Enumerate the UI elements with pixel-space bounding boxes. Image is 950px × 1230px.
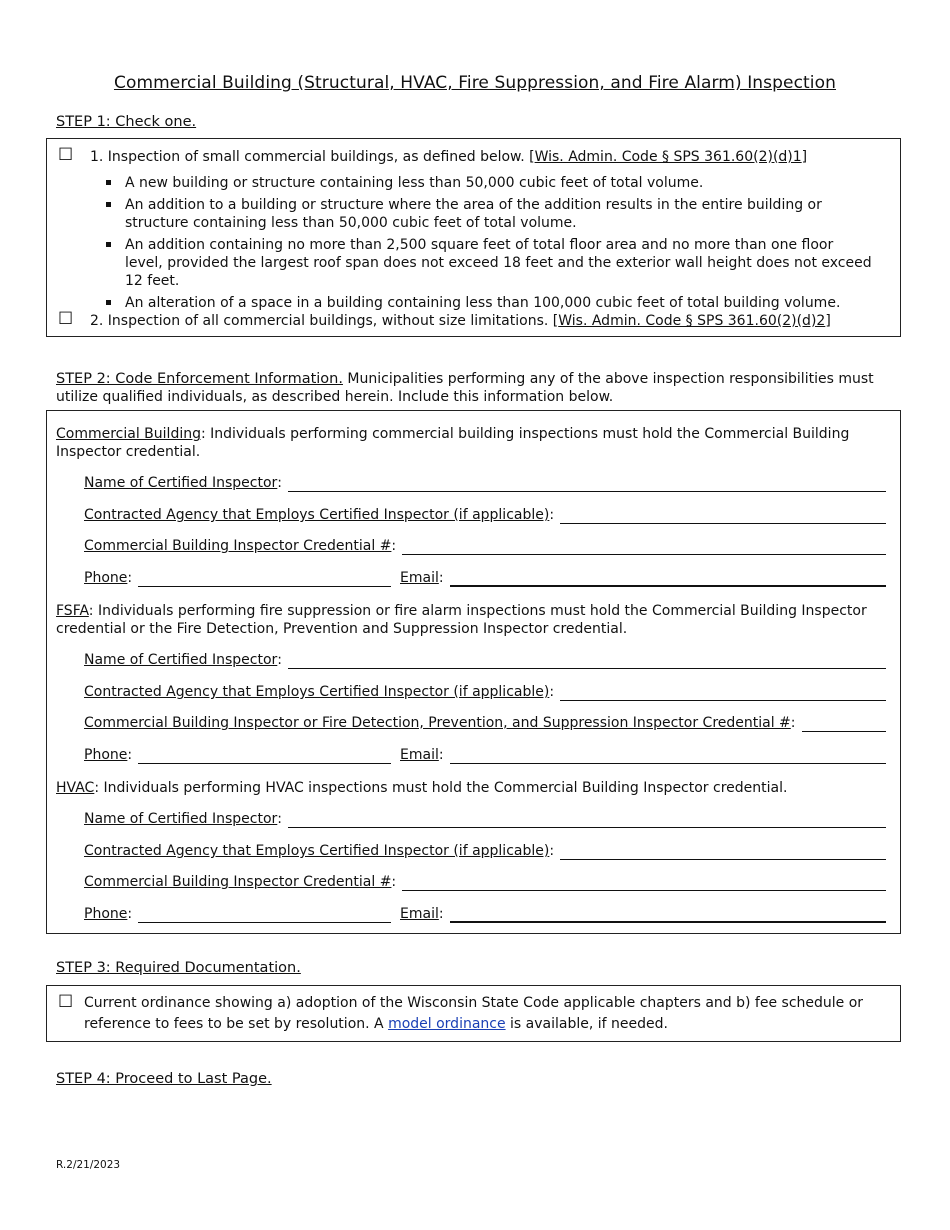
- step3-heading: STEP 3: Required Documentation.: [56, 960, 301, 976]
- fsfa-section-title: FSFA: Individuals performing fire suppression or fire alarm inspections must hold the Commercial Building Inspector credential or the Fire Detection, Prevention and Suppression Inspector credential.: [56, 603, 867, 637]
- revision-date: R.2/21/2023: [56, 1159, 121, 1171]
- fsfa-email-field[interactable]: Email :: [400, 746, 886, 764]
- fsfa-phone-field[interactable]: Phone :: [84, 746, 391, 764]
- option1-text: 1. Inspection of small commercial buildings, as defined below. [Wis. Admin. Code § SPS 361.60(2)(d)1]: [90, 149, 808, 165]
- list-item: An addition containing no more than 2,500 square feet of total floor area and no more than one floor level, provided the largest roof span does not exceed 18 feet and the exterior wall height does not exceed 12 feet.: [104, 236, 874, 290]
- list-item: An addition to a building or structure where the area of the addition results in the entire building or structure containing less than 50,000 cubic feet of total volume.: [104, 196, 874, 232]
- commercial-section-title: Commercial Building: Individuals performing commercial building inspections must hold the Commercial Building Inspector credential.: [56, 426, 850, 460]
- hvac-credential-field[interactable]: Commercial Building Inspector Credential # :: [84, 873, 886, 891]
- hvac-name-field[interactable]: Name of Certified Inspector :: [84, 810, 886, 828]
- commercial-email-field[interactable]: Email :: [400, 569, 886, 587]
- hvac-email-field[interactable]: Email :: [400, 905, 886, 923]
- option1-code-ref[interactable]: Wis. Admin. Code § SPS 361.60(2)(d)1: [534, 149, 802, 165]
- step2-heading: STEP 2: Code Enforcement Information.: [56, 371, 343, 387]
- commercial-agency-field[interactable]: Contracted Agency that Employs Certified Inspector (if applicable) :: [84, 506, 886, 524]
- commercial-name-field[interactable]: Name of Certified Inspector :: [84, 474, 886, 492]
- step2-intro: STEP 2: Code Enforcement Information. Municipalities performing any of the above inspection responsibilities must utilize qualified individuals, as described herein. Include this information below.: [56, 371, 874, 405]
- option2-text: 2. Inspection of all commercial buildings, without size limitations. [Wis. Admin. Code § SPS 361.60(2)(d)2]: [90, 313, 831, 329]
- list-item: An alteration of a space in a building containing less than 100,000 cubic feet of total building volume.: [104, 294, 874, 312]
- commercial-credential-field[interactable]: Commercial Building Inspector Credential # :: [84, 537, 886, 555]
- hvac-agency-field[interactable]: Contracted Agency that Employs Certified Inspector (if applicable) :: [84, 842, 886, 860]
- bullet-icon: [106, 242, 111, 247]
- ordinance-text: Current ordinance showing a) adoption of the Wisconsin State Code applicable chapters and b) fee schedule or reference to fees to be set by resolution. A model ordinance is available, if needed.: [84, 995, 864, 1032]
- fsfa-name-field[interactable]: Name of Certified Inspector :: [84, 651, 886, 669]
- option1-checkbox[interactable]: ☐: [58, 145, 74, 165]
- option2-code-ref[interactable]: Wis. Admin. Code § SPS 361.60(2)(d)2: [558, 313, 826, 329]
- list-item: A new building or structure containing less than 50,000 cubic feet of total volume.: [104, 174, 874, 192]
- bullet-icon: [106, 202, 111, 207]
- page-title: Commercial Building (Structural, HVAC, Fire Suppression, and Fire Alarm) Inspection: [113, 73, 837, 93]
- option2-checkbox[interactable]: ☐: [58, 309, 74, 329]
- bullet-icon: [106, 180, 111, 185]
- hvac-phone-field[interactable]: Phone :: [84, 905, 391, 923]
- step1-heading: STEP 1: Check one.: [56, 114, 197, 130]
- fsfa-agency-field[interactable]: Contracted Agency that Employs Certified Inspector (if applicable) :: [84, 683, 886, 701]
- option1-criteria-list: [104, 174, 874, 312]
- step2-box: [46, 410, 901, 934]
- step3-box: [46, 985, 901, 1042]
- model-ordinance-link[interactable]: model ordinance: [388, 1016, 506, 1032]
- commercial-phone-field[interactable]: Phone :: [84, 569, 391, 587]
- hvac-section-title: HVAC: Individuals performing HVAC inspections must hold the Commercial Building Inspector credential.: [56, 780, 788, 796]
- ordinance-checkbox[interactable]: ☐: [58, 992, 74, 1012]
- step4-heading: STEP 4: Proceed to Last Page.: [56, 1071, 272, 1087]
- fsfa-credential-field[interactable]: Commercial Building Inspector or Fire Detection, Prevention, and Suppression Inspector Credential # :: [84, 714, 886, 732]
- bullet-icon: [106, 300, 111, 305]
